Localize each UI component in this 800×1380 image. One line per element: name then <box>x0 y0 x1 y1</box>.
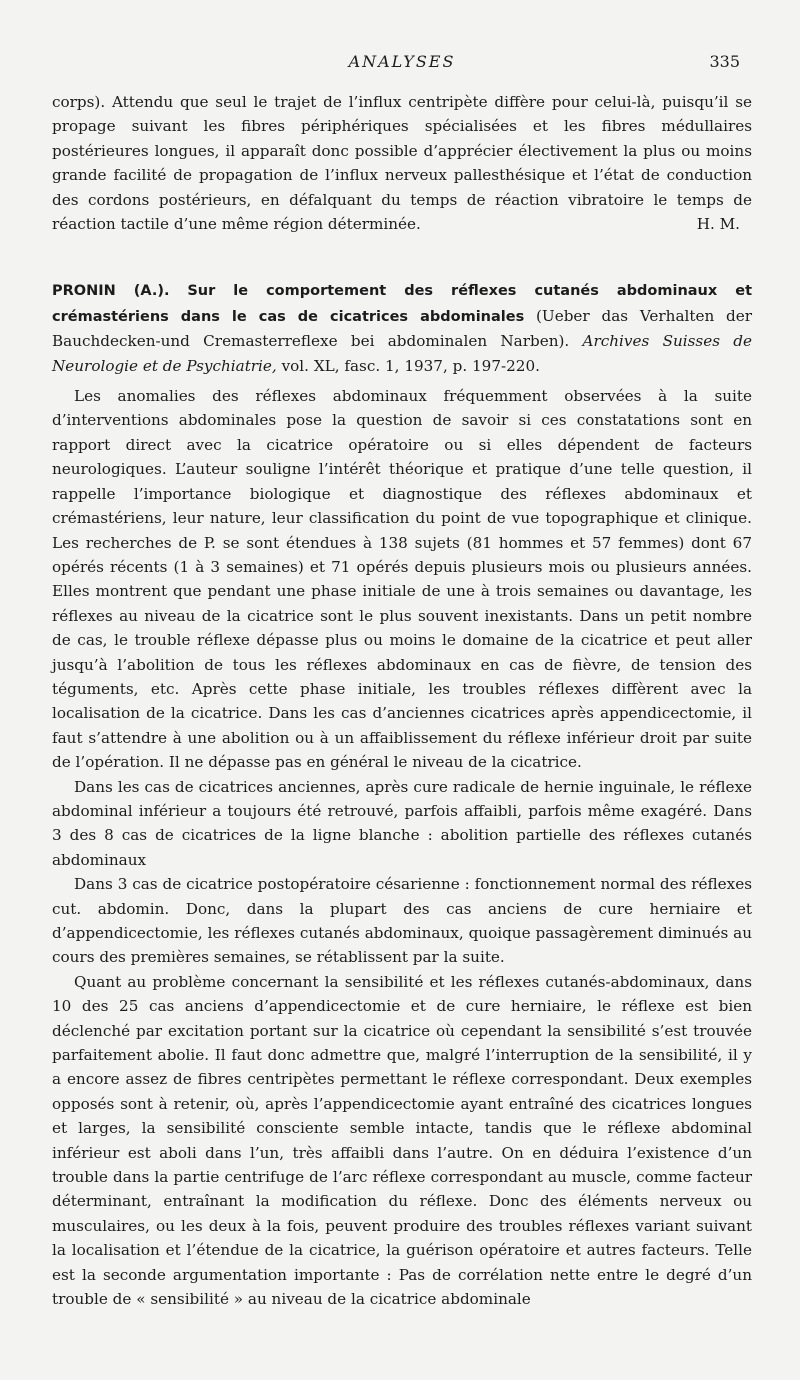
review-paragraph: Dans les cas de cicatrices anciennes, après cure radicale de hernie inguinale, le réflexe abdominal inférieur a toujours été retrouvé, parfois affaibli, parfois même exagéré. Dans 3 des 8 cas de cicatrices de la ligne blanche : abolition partielle des réflexes cutanés abdominaux <box>52 777 752 869</box>
review-paragraph: Dans 3 cas de cicatrice postopératoire césarienne : fonctionnement normal des réflexes cut. abdomin. Donc, dans la plupart des cas anciens de cure herniaire et d’appendicectomie, les réflexes cutanés abdominaux, quoique passagèrement diminués au cours des premières semaines, se rétablissent par la suite. <box>52 875 752 967</box>
review-journal: Archives Suisses de Neurologie et de Psychiatrie, <box>52 332 752 375</box>
previous-review-text: corps). Attendu que seul le trajet de l’influx centripète diffère pour celui-là, puisqu’il se propage suivant les fibres périphériques spécialisées et les fibres médullaires postérieures longues, il apparaît donc possible d’apprécier électivement la plus ou moins grande facilité de propagation de l’influx nerveux pallesthésique et l’état de conduction des cordons postérieurs, en défalquant du temps de réaction vibratoire le temps de réaction tactile d’une même région déterminée. <box>52 93 752 234</box>
review-paragraph: Quant au problème concernant la sensibilité et les réflexes cutanés-abdominaux, dans 10 des 25 cas anciens d’appendicectomie et de cure herniaire, le réflexe est bien déclenché par excitation portant sur la cicatrice où cependant la sensibilité s’est trouvée parfaitement abolie. Il faut donc admettre que, malgré l’interruption de la sensibilité, il y a encore assez de fibres centripètes permettant le réflexe correspondant. Deux exemples opposés sont à retenir, où, après l’appendicectomie ayant entraîné des cicatrices longues et larges, la sensibilité consciente semble intacte, tandis que le réflexe abdominal inférieur est aboli dans l’un, très affaibli dans l’autre. On en déduira l’existence d’un trouble dans la partie centrifuge de l’arc réflexe correspondant au muscle, comme facteur déterminant, entraînant la modification du réflexe. Donc des éléments nerveux ou musculaires, ou les deux à la fois, peuvent produire des troubles réflexes variant suivant la localisation et l’étendue de la cicatrice, la guérison opératoire et autres facteurs. Telle est la seconde argumentation importante : Pas de corrélation nette entre le degré d’un trouble de « sensibilité » au niveau de la cicatrice abdominale <box>52 972 752 1309</box>
review-heading <box>52 278 752 378</box>
page-number: 335 <box>709 52 740 71</box>
review-original-title: (Ueber das Verhalten der Bauchdecken-und Cremasterreflexe bei abdominalen Narben). <box>52 306 752 351</box>
previous-review-paragraph <box>52 90 752 236</box>
running-title: ANALYSES <box>348 52 456 71</box>
reviewer-signature: H. M. <box>696 215 740 234</box>
review-paragraph: Les anomalies des réflexes abdominaux fréquemment observées à la suite d’interventions abdominales pose la question de savoir si ces constatations sont en rapport direct avec la cicatrice opératoire ou si elles dépendent de facteurs neurologiques. L’auteur souligne l’intérêt théorique et pratique d’une telle question, il rappelle l’importance biologique et diagnostique des réflexes abdominaux et crémastériens, leur nature, leur classification du point de vue topographique et clinique. Les recherches de P. se sont étendues à 138 sujets (81 hommes et 57 femmes) dont 67 opérés récents (1 à 3 semaines) et 71 opérés depuis plusieurs mois ou plusieurs années. Elles montrent que pendant une phase initiale de une à trois semaines ou davantage, les réflexes au niveau de la cicatrice sont le plus souvent inexistants. Dans un petit nombre de cas, le trouble réflexe dépasse plus ou moins le domaine de la cicatrice et peut aller jusqu’à l’abolition de tous les réflexes abdominaux en cas de fièvre, de tension des téguments, etc. Après cette phase initiale, les troubles réflexes diffèrent avec la localisation de la cicatrice. Dans les cas d’anciennes cicatrices après appendicectomie, il faut s’attendre à une abolition ou à un affaiblissement du réflexe inférieur droit par suite de l’opération. Il ne dépasse pas en général le niveau de la cicatrice. <box>52 387 752 772</box>
review-title: Sur le comportement des réflexes cutanés abdominaux et crémastériens dans le cas de cicatrices abdominales <box>52 283 753 325</box>
running-header <box>52 52 752 76</box>
review-citation: vol. XL, fasc. 1, 1937, p. 197-220. <box>281 356 540 375</box>
review-author: PRONIN (A.). <box>52 283 170 300</box>
